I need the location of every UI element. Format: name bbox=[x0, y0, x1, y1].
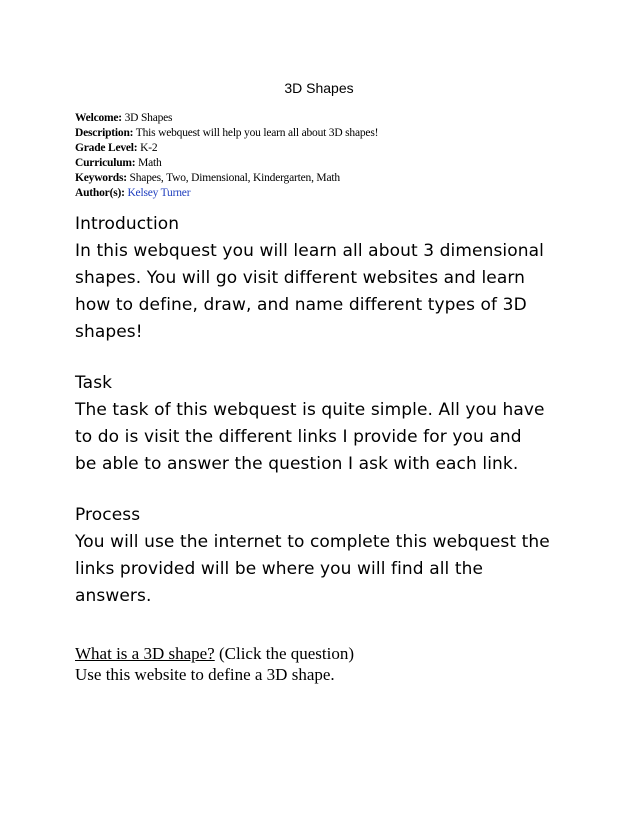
meta-grade-label: Grade Level: bbox=[75, 142, 138, 154]
section-heading-introduction: Introduction bbox=[75, 214, 180, 234]
meta-curriculum bbox=[75, 156, 595, 171]
meta-description bbox=[75, 126, 595, 141]
page-title: 3D Shapes bbox=[284, 80, 354, 96]
paragraph-line: The task of this webquest is quite simple. All you have bbox=[75, 400, 545, 420]
question-link[interactable]: What is a 3D shape? bbox=[75, 644, 215, 663]
question-block bbox=[75, 643, 595, 685]
meta-welcome bbox=[75, 111, 595, 126]
question-instruction: Use this website to define a 3D shape. bbox=[75, 665, 335, 684]
webquest-metadata bbox=[75, 111, 595, 201]
paragraph-line: how to define, draw, and name different types of 3D bbox=[75, 295, 527, 315]
section-heading-task: Task bbox=[75, 373, 113, 393]
meta-curriculum-value: Math bbox=[138, 157, 162, 169]
meta-description-value: This webquest will help you learn all about 3D shapes! bbox=[135, 127, 379, 139]
paragraph-line: to do is visit the different links I provide for you and bbox=[75, 427, 522, 447]
meta-description-label: Description: bbox=[75, 127, 134, 139]
paragraph-line: shapes. You will go visit different websites and learn bbox=[75, 268, 526, 288]
author-link[interactable]: Kelsey Turner bbox=[127, 187, 191, 199]
meta-grade-value: K-2 bbox=[140, 142, 158, 154]
meta-grade-level bbox=[75, 141, 595, 156]
paragraph-line: be able to answer the question I ask with each link. bbox=[75, 454, 519, 474]
meta-author bbox=[75, 186, 595, 201]
paragraph-line: answers. bbox=[75, 586, 152, 606]
section-heading-process: Process bbox=[75, 505, 141, 525]
question-note: (Click the question) bbox=[214, 644, 355, 663]
question-line bbox=[75, 643, 595, 664]
meta-keywords bbox=[75, 171, 595, 186]
meta-welcome-value: 3D Shapes bbox=[124, 112, 173, 124]
meta-author-label: Author(s): bbox=[75, 187, 125, 199]
paragraph-line: shapes! bbox=[75, 322, 143, 342]
section-task bbox=[75, 370, 585, 478]
meta-curriculum-label: Curriculum: bbox=[75, 157, 136, 169]
paragraph-line: In this webquest you will learn all about 3 dimensional bbox=[75, 241, 544, 261]
paragraph-line: You will use the internet to complete this webquest the bbox=[75, 532, 550, 552]
section-introduction bbox=[75, 211, 585, 346]
meta-keywords-value: Shapes, Two, Dimensional, Kindergarten, Math bbox=[129, 172, 340, 184]
paragraph-line: links provided will be where you will find all the bbox=[75, 559, 484, 579]
meta-keywords-label: Keywords: bbox=[75, 172, 127, 184]
meta-welcome-label: Welcome: bbox=[75, 112, 122, 124]
section-process bbox=[75, 502, 585, 610]
